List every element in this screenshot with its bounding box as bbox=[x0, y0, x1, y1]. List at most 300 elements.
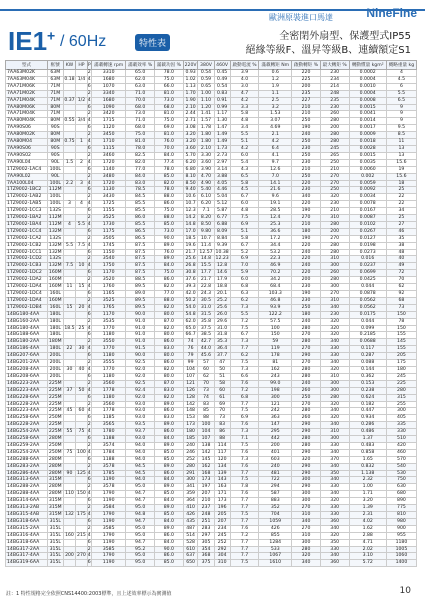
table-cell: 295 bbox=[259, 429, 292, 436]
table-cell: 460 bbox=[386, 449, 416, 456]
table-cell: 14BG283-2AA bbox=[6, 463, 48, 470]
table-cell: 320 bbox=[320, 415, 349, 422]
table-cell bbox=[63, 256, 76, 263]
table-cell bbox=[76, 442, 87, 449]
table-cell: 87.5 bbox=[126, 242, 155, 249]
table-cell: 70 bbox=[386, 277, 416, 284]
table-cell: 100L bbox=[47, 166, 63, 173]
table-cell: 1730 bbox=[92, 221, 126, 228]
table-cell: 1180 bbox=[92, 373, 126, 380]
table-cell: 81.0 bbox=[155, 132, 184, 139]
table-cell: 315L bbox=[47, 539, 63, 546]
table-cell: 1TZ9002-1CA2 bbox=[6, 235, 48, 242]
table-cell: 7AA63M04K bbox=[6, 76, 48, 83]
table-cell: 4 bbox=[87, 553, 91, 559]
table-cell: 260 bbox=[292, 387, 321, 394]
table-cell bbox=[63, 477, 76, 484]
table-cell: 25.6 bbox=[183, 256, 198, 263]
series-name: IE1 bbox=[8, 26, 48, 56]
table-cell: 75.0 bbox=[126, 132, 155, 139]
table-cell: 7.1 bbox=[198, 208, 214, 215]
table-cell: 315M bbox=[48, 477, 62, 483]
table-cell: 73 bbox=[198, 387, 214, 394]
table-cell: 3.20 bbox=[183, 139, 198, 146]
table-cell: 270 bbox=[292, 332, 321, 339]
table-cell: 1.20 bbox=[198, 104, 214, 111]
table-cell: 1TZ9002-1AB2 bbox=[6, 194, 48, 201]
table-cell: 86.0 bbox=[155, 360, 184, 367]
table-cell: 86.0 bbox=[155, 532, 184, 539]
table-cell: 4 bbox=[87, 304, 91, 310]
table-cell: 315M bbox=[48, 498, 62, 504]
table-cell: 6.6 bbox=[230, 373, 259, 380]
table-cell: 68.0 bbox=[155, 104, 184, 111]
table-cell: 94.0 bbox=[126, 456, 155, 463]
table-cell: 92 bbox=[386, 291, 416, 298]
table-cell: 0.0059 bbox=[349, 180, 386, 187]
table-cell: 1TZ9002-1DB4 bbox=[6, 304, 48, 311]
table-cell: 1.41 bbox=[198, 111, 214, 118]
table-cell: 83.0 bbox=[155, 387, 184, 394]
table-cell: 200 bbox=[63, 553, 76, 560]
table-cell: 230 bbox=[320, 104, 349, 111]
table-cell: 62.0 bbox=[126, 76, 155, 83]
table-cell: 18.5 bbox=[183, 235, 198, 242]
table-cell: 85.5 bbox=[126, 201, 155, 208]
column-header: 滿載轉矩 Nm bbox=[259, 61, 292, 70]
table-cell: 3.88 bbox=[214, 173, 230, 180]
table-cell: 71.0 bbox=[126, 90, 155, 97]
table-cell: 1190 bbox=[92, 518, 126, 525]
table-cell: 89.5 bbox=[126, 304, 155, 311]
table-cell: 1TZ9002-1BA2 bbox=[6, 215, 48, 222]
table-cell: 150 bbox=[259, 332, 292, 339]
table-cell: 89.0 bbox=[155, 401, 184, 408]
table-cell bbox=[63, 187, 76, 194]
table-cell: 1067 bbox=[259, 553, 292, 560]
table-cell bbox=[76, 484, 87, 491]
table-cell: 6 bbox=[87, 373, 91, 379]
table-cell: 14BG315-4AB bbox=[6, 512, 48, 519]
table-cell: 92.5 bbox=[126, 360, 155, 367]
table-cell: 6 bbox=[87, 228, 91, 234]
table-cell: 350 bbox=[320, 539, 349, 546]
table-cell: 7.7 bbox=[230, 518, 259, 525]
table-cell: 0.0018 bbox=[349, 139, 386, 146]
table-cell: 5.12 bbox=[214, 201, 230, 208]
table-cell: 235 bbox=[320, 97, 349, 104]
table-cell: 4.1 bbox=[259, 152, 292, 159]
table-cell: 21.7 bbox=[183, 249, 198, 256]
table-cell: 82.0 bbox=[155, 325, 184, 332]
table-cell: 0.0699 bbox=[349, 270, 386, 277]
table-cell: 79 bbox=[183, 353, 198, 360]
table-cell: 112M bbox=[48, 221, 62, 227]
table-cell: 82.0 bbox=[155, 366, 184, 373]
spec-badge: 特性表 bbox=[135, 34, 170, 51]
table-cell: 7.5 bbox=[230, 477, 259, 484]
table-cell: 75.0 bbox=[155, 270, 184, 277]
table-cell: 4 bbox=[87, 325, 91, 331]
table-cell: 2 bbox=[87, 546, 91, 552]
table-row bbox=[6, 104, 417, 111]
table-cell: 14BG201-2AA bbox=[6, 360, 48, 367]
table-cell bbox=[63, 277, 76, 284]
table-cell bbox=[76, 353, 87, 360]
table-cell: 1710 bbox=[92, 139, 126, 146]
column-header: 轉動慣量 kgm² bbox=[349, 61, 386, 70]
table-cell bbox=[63, 215, 76, 222]
table-cell: 7AA90S06 bbox=[6, 145, 48, 152]
table-cell: 3535 bbox=[92, 318, 126, 325]
table-cell: 7AA90L04 bbox=[6, 159, 48, 166]
table-cell bbox=[63, 436, 76, 443]
table-cell: 426 bbox=[183, 512, 198, 519]
table-row bbox=[6, 118, 417, 125]
table-cell bbox=[63, 456, 76, 463]
table-cell: 21.6 bbox=[259, 187, 292, 194]
table-cell: 6 bbox=[87, 125, 91, 131]
table-cell: 300 bbox=[183, 477, 198, 484]
table-cell bbox=[63, 442, 76, 449]
table-cell: 2 bbox=[87, 360, 91, 366]
table-cell: 6.20 bbox=[183, 159, 198, 166]
table-cell: 7AA80M02K bbox=[6, 132, 48, 139]
table-cell: 0.624 bbox=[349, 394, 386, 401]
table-cell: 175 bbox=[386, 360, 416, 367]
table-cell: 310 bbox=[320, 373, 349, 380]
column-header: 460V bbox=[214, 61, 230, 70]
table-cell: 94.7 bbox=[126, 518, 155, 525]
table-row bbox=[6, 436, 417, 443]
table-cell: 6 bbox=[87, 291, 91, 296]
table-cell: 30.5 bbox=[198, 297, 214, 304]
table-cell: 37 bbox=[63, 387, 76, 394]
table-cell: 6.5 bbox=[386, 97, 416, 104]
table-cell: 73.0 bbox=[155, 228, 184, 235]
table-cell: 60 bbox=[198, 366, 214, 373]
table-cell: 3.20 bbox=[349, 498, 386, 505]
table-cell: 6 bbox=[87, 83, 91, 89]
table-cell: 900 bbox=[386, 525, 416, 532]
table-cell: 7.7 bbox=[230, 470, 259, 477]
table-cell: 1190 bbox=[92, 498, 126, 505]
table-cell: 3540 bbox=[92, 256, 126, 263]
table-cell: 100 bbox=[259, 325, 292, 332]
table-cell: 90.0 bbox=[126, 311, 155, 318]
table-cell: 180L bbox=[47, 346, 63, 353]
table-cell: 57.5 bbox=[259, 318, 292, 325]
column-header: KW bbox=[63, 61, 76, 70]
table-cell: 14BG180-4AA bbox=[6, 311, 48, 318]
table-cell: 14BG208-6AA bbox=[6, 373, 48, 380]
table-cell: 2 bbox=[87, 194, 91, 200]
table-cell: 7AA80M06K bbox=[6, 104, 48, 111]
table-cell: 320 bbox=[320, 366, 349, 373]
table-cell bbox=[76, 228, 87, 235]
table-cell: 17.9 bbox=[214, 277, 230, 284]
table-cell: 4 bbox=[87, 139, 91, 145]
table-row bbox=[6, 152, 417, 159]
table-cell bbox=[63, 380, 76, 387]
table-cell bbox=[63, 297, 76, 304]
table-cell: 93.9 bbox=[259, 304, 292, 311]
table-cell: 610 bbox=[183, 546, 198, 553]
table-cell bbox=[76, 394, 87, 401]
table-cell: 89.5 bbox=[126, 284, 155, 291]
table-cell: 270 bbox=[320, 173, 349, 180]
table-cell: 3578 bbox=[92, 463, 126, 470]
table-cell: 251 bbox=[198, 518, 214, 525]
table-cell: 13 bbox=[386, 152, 416, 159]
table-cell: 24.3 bbox=[198, 291, 214, 298]
table-cell: 82.0 bbox=[155, 284, 184, 291]
table-cell: 1.70 bbox=[183, 90, 198, 97]
table-cell: 435 bbox=[183, 518, 198, 525]
table-cell: 1TZ9002-1CC1 bbox=[6, 249, 48, 256]
table-cell bbox=[76, 208, 87, 215]
table-cell: 12.57 bbox=[199, 249, 213, 255]
table-row bbox=[6, 380, 417, 387]
table-cell: 0.088 bbox=[349, 360, 386, 367]
table-cell: 315L bbox=[47, 518, 63, 525]
table-cell: 320 bbox=[320, 498, 349, 505]
table-cell: 1 bbox=[76, 139, 87, 146]
table-cell: 210 bbox=[320, 166, 349, 173]
table-cell bbox=[63, 173, 76, 180]
column-header: 滿載功因 % bbox=[155, 61, 184, 70]
table-cell: 6 bbox=[386, 83, 416, 90]
table-cell: 6.7 bbox=[230, 242, 259, 249]
table-cell: 30.8 bbox=[183, 270, 198, 277]
table-cell: 514 bbox=[183, 532, 198, 539]
table-cell: 487 bbox=[183, 525, 198, 532]
table-cell: 126 bbox=[183, 387, 198, 394]
table-cell: 7AA71M04K bbox=[6, 97, 48, 104]
table-cell: 290 bbox=[292, 484, 321, 491]
table-cell: 260 bbox=[320, 270, 349, 277]
table-cell: 39.3 bbox=[183, 284, 198, 291]
table-cell: 87.5 bbox=[126, 256, 155, 263]
table-cell: 330 bbox=[320, 546, 349, 553]
table-cell: 442 bbox=[259, 436, 292, 443]
table-cell: 68.0 bbox=[126, 125, 155, 132]
table-row bbox=[6, 249, 417, 256]
table-cell: 0.0041 bbox=[349, 111, 386, 118]
table-cell: 163 bbox=[214, 484, 230, 491]
table-cell: 540 bbox=[386, 463, 416, 470]
table-cell: 0.0087 bbox=[349, 215, 386, 222]
table-cell: 6.4 bbox=[259, 145, 292, 152]
table-cell: 4 bbox=[87, 532, 91, 538]
table-cell: 227 bbox=[292, 97, 321, 104]
table-cell bbox=[76, 380, 87, 387]
table-cell: 100L bbox=[47, 194, 63, 201]
table-cell: 1790 bbox=[92, 553, 126, 560]
table-cell: 71.0 bbox=[126, 118, 155, 125]
table-cell: 92.0 bbox=[126, 373, 155, 380]
table-cell: 4 bbox=[87, 408, 91, 414]
table-cell: 0.0009 bbox=[349, 132, 386, 139]
table-cell: 95.0 bbox=[126, 484, 155, 491]
table-header-row bbox=[6, 61, 417, 70]
table-cell: 0.0102 bbox=[349, 221, 386, 228]
table-cell: 330 bbox=[386, 429, 416, 436]
table-cell: 1155 bbox=[92, 208, 126, 215]
table-cell: 25 bbox=[76, 325, 87, 332]
table-cell: 9 bbox=[386, 104, 416, 111]
table-cell: 87.5 bbox=[126, 270, 155, 277]
table-cell: 2.32 bbox=[349, 477, 386, 484]
table-cell: 1725 bbox=[92, 201, 126, 208]
frequency-label: / 60Hz bbox=[60, 33, 107, 50]
table-cell: 142 bbox=[183, 401, 198, 408]
table-cell: 6 bbox=[87, 539, 91, 545]
table-cell: 0.286 bbox=[349, 422, 386, 429]
table-cell: 7.5 bbox=[230, 560, 259, 567]
table-cell: 1680 bbox=[92, 97, 126, 104]
table-row bbox=[6, 546, 417, 553]
table-cell: 3560 bbox=[92, 380, 126, 387]
table-cell: 0.144 bbox=[349, 366, 386, 373]
column-header: 最大轉矩 % bbox=[320, 61, 349, 70]
table-cell: 310 bbox=[214, 560, 230, 567]
page-number: 10 bbox=[399, 586, 411, 596]
table-cell: 1790 bbox=[92, 512, 126, 519]
table-cell: 95.0 bbox=[126, 553, 155, 560]
table-cell bbox=[76, 539, 87, 546]
table-cell: 8.50 bbox=[198, 221, 214, 228]
table-cell: 4 bbox=[87, 242, 91, 248]
table-cell: 225 bbox=[386, 380, 416, 387]
table-cell: 280 bbox=[320, 132, 349, 139]
table-cell: 87.5 bbox=[126, 263, 155, 270]
table-cell: 14BG223-4AA bbox=[6, 387, 48, 394]
table-cell bbox=[76, 173, 87, 180]
table-cell: 220 bbox=[292, 256, 321, 263]
table-cell: 2 bbox=[87, 70, 91, 75]
table-cell: 86.0 bbox=[155, 201, 184, 208]
table-cell: 310 bbox=[320, 215, 349, 222]
table-cell: 107 bbox=[183, 373, 198, 380]
table-cell: 0.0237 bbox=[349, 263, 386, 270]
table-cell: 46.8 bbox=[259, 297, 292, 304]
table-cell: 90 bbox=[63, 470, 76, 477]
table-cell: 89.0 bbox=[155, 442, 184, 449]
table-cell: 315L bbox=[47, 525, 63, 532]
table-cell: 47 bbox=[214, 360, 230, 367]
table-cell bbox=[76, 332, 87, 339]
desc-line-1: 全密閉外扇型、保護型式IP55 bbox=[279, 31, 411, 42]
table-cell: 0.75 bbox=[64, 139, 75, 145]
table-cell: 132M bbox=[48, 242, 62, 248]
table-cell: 350 bbox=[320, 470, 349, 477]
table-row bbox=[6, 325, 417, 332]
table-cell: 9.80 bbox=[198, 228, 214, 235]
table-cell: 85.0 bbox=[155, 560, 184, 567]
table-cell bbox=[76, 256, 87, 263]
table-row bbox=[6, 449, 417, 456]
table-cell: 25.3 bbox=[259, 221, 292, 228]
table-cell: 1790 bbox=[92, 491, 126, 498]
table-cell: 6 bbox=[87, 353, 91, 359]
table-cell: 11.4 bbox=[198, 242, 214, 249]
table-cell: 1188 bbox=[92, 456, 126, 463]
table-cell: 8.10 bbox=[183, 173, 198, 180]
table-cell: 3560 bbox=[92, 401, 126, 408]
table-cell: 2 bbox=[87, 442, 91, 448]
table-row bbox=[6, 553, 417, 560]
table-cell: 1TZ9002-1DA2 bbox=[6, 277, 48, 284]
table-cell: 6 bbox=[87, 249, 91, 255]
table-cell: 1165 bbox=[92, 291, 126, 298]
table-cell: 1770 bbox=[92, 346, 126, 353]
table-cell: 2.44 bbox=[183, 111, 198, 118]
table-cell: 260 bbox=[320, 111, 349, 118]
table-cell bbox=[76, 318, 87, 325]
table-cell: 220 bbox=[292, 180, 321, 187]
table-cell: 17.2 bbox=[259, 235, 292, 242]
table-cell: 45 bbox=[63, 408, 76, 415]
table-cell: 14BG228-6AA bbox=[6, 394, 48, 401]
series-plus: + bbox=[47, 27, 56, 44]
table-cell: 210 bbox=[292, 104, 321, 111]
table-cell: 405 bbox=[386, 415, 416, 422]
table-cell: 180L bbox=[47, 332, 63, 339]
table-cell bbox=[76, 145, 87, 152]
table-cell: 330 bbox=[320, 484, 349, 491]
table-row bbox=[6, 139, 417, 146]
table-cell: 14.2 bbox=[183, 215, 198, 222]
table-cell: 22 bbox=[386, 194, 416, 201]
table-cell: 14BG317-4AA bbox=[6, 553, 48, 560]
table-cell bbox=[76, 235, 87, 242]
table-cell: 7.5 bbox=[230, 408, 259, 415]
table-cell: 92.4 bbox=[126, 387, 155, 394]
table-cell: 5.9 bbox=[230, 270, 259, 277]
table-cell: 11 bbox=[63, 284, 76, 291]
table-cell: 3505 bbox=[92, 235, 126, 242]
table-cell: 340 bbox=[320, 463, 349, 470]
table-cell: 90L bbox=[47, 173, 63, 180]
table-cell: 1750 bbox=[92, 263, 126, 270]
table-cell: 78.0 bbox=[126, 145, 155, 152]
table-cell: 89.0 bbox=[155, 422, 184, 429]
table-cell: 86.5 bbox=[126, 235, 155, 242]
table-cell: 1.90 bbox=[183, 97, 198, 104]
table-cell: 0.0688 bbox=[349, 339, 386, 346]
table-cell: 86.0 bbox=[155, 553, 184, 560]
table-cell: 63M bbox=[47, 70, 63, 77]
table-cell: 0.0015 bbox=[349, 104, 386, 111]
table-cell: 117 bbox=[214, 449, 230, 456]
table-cell bbox=[76, 215, 87, 222]
table-cell: 87.0 bbox=[155, 318, 184, 325]
table-row bbox=[6, 228, 417, 235]
table-cell: 1745 bbox=[92, 242, 126, 249]
table-cell: 242 bbox=[259, 408, 292, 415]
table-cell: 160L bbox=[47, 304, 63, 311]
table-cell: 6 bbox=[87, 560, 91, 566]
table-cell: 7AA100L04 bbox=[6, 180, 48, 187]
table-cell: 150 bbox=[77, 491, 86, 497]
table-cell: 7.1 bbox=[230, 436, 259, 443]
table-cell: 75.0 bbox=[155, 208, 184, 215]
table-cell: 1.37 bbox=[349, 436, 386, 443]
table-cell: 0.0034 bbox=[349, 194, 386, 201]
table-cell: 7AA71M04K bbox=[6, 111, 48, 118]
table-cell: 237 bbox=[198, 505, 214, 512]
